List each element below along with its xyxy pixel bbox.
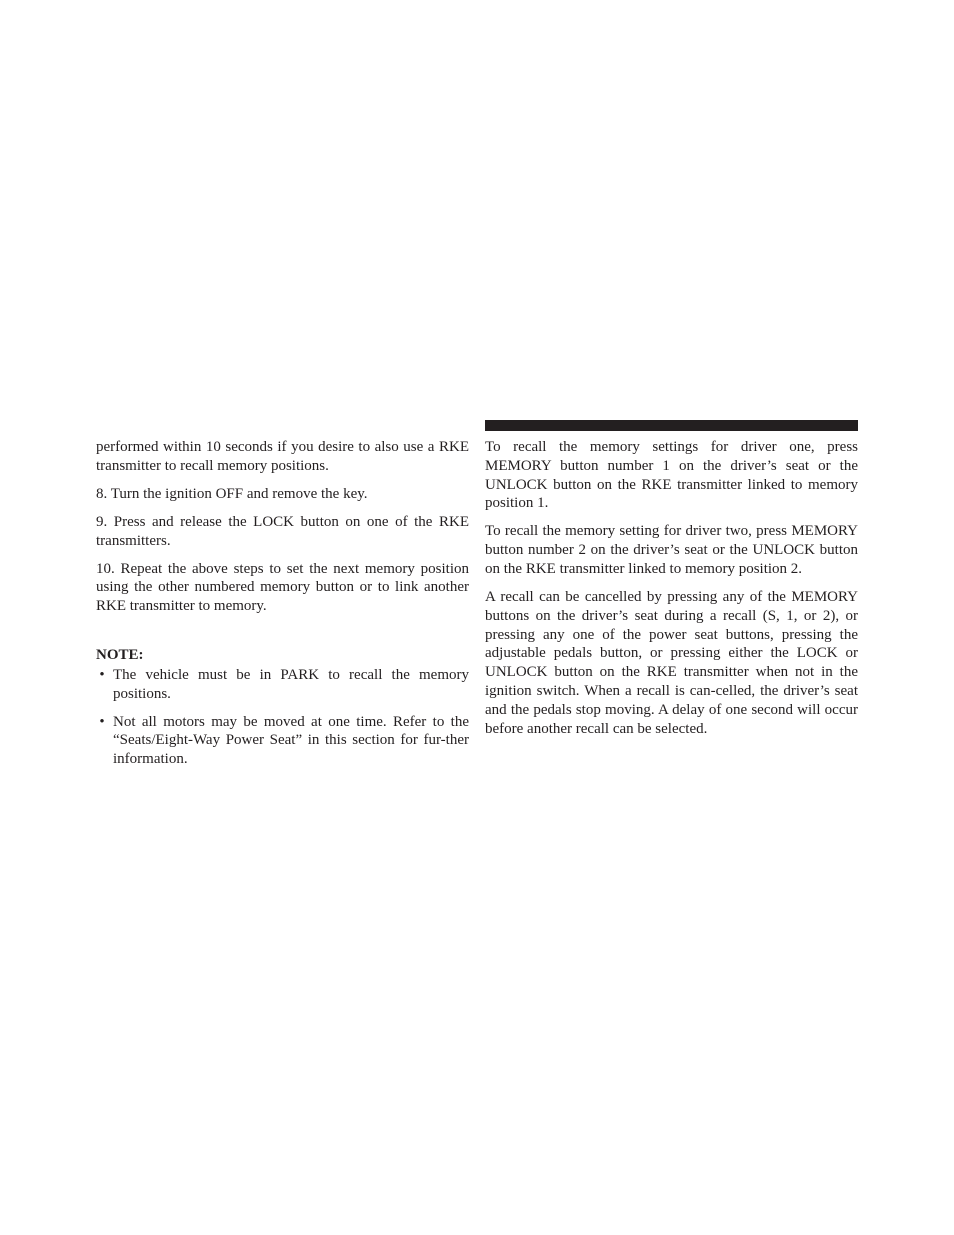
recall-cancel-paragraph: A recall can be cancelled by pressing any of the MEMORY buttons on the driver’s seat during a recall (S, 1, or 2), or pressing any one of the power seat buttons, pressing the adjustable pedals button, or pressing either the LOCK or UNLOCK button on the RKE transmitter when not in the ignition switch. When a recall is can-celled, the driver’s seat and the pedals stop moving. A delay of one second will occur before another recall can be selected. xyxy=(485,588,858,737)
recall-driver-two-paragraph: To recall the memory setting for driver two, press MEMORY button number 2 on the driver’s seat or the UNLOCK button on the RKE transmitter linked to memory position 2. xyxy=(485,523,858,577)
note-item-text: Not all motors may be moved at one time. Refer to the “Seats/Eight-Way Power Seat” in this section for fur-ther information. xyxy=(113,713,469,768)
paragraph-continuation: performed within 10 seconds if you desire to also use a RKE transmitter to recall memory positions. xyxy=(96,439,469,474)
step-10: 10. Repeat the above steps to set the next memory position using the other numbered memory button or to link another RKE transmitter to memory. xyxy=(96,560,469,615)
note-title: NOTE: xyxy=(96,646,144,663)
recall-driver-one-paragraph: To recall the memory settings for driver one, press MEMORY button number 1 on the driver’s seat or the UNLOCK button on the RKE transmitter linked to memory position 1. xyxy=(485,439,858,512)
note-item xyxy=(96,666,469,704)
bullet-icon: • xyxy=(99,713,105,730)
step-8: 8. Turn the ignition OFF and remove the key. xyxy=(96,485,368,502)
right-column xyxy=(485,438,858,748)
left-column xyxy=(96,438,469,778)
step-9: 9. Press and release the LOCK button on one of the RKE transmitters. xyxy=(96,513,469,549)
section-header-rule xyxy=(485,420,858,431)
bullet-icon: • xyxy=(99,666,105,683)
note-block xyxy=(96,646,469,769)
note-item xyxy=(96,713,469,769)
note-list xyxy=(96,666,469,769)
note-item-text: The vehicle must be in PARK to recall the memory positions. xyxy=(113,666,469,702)
